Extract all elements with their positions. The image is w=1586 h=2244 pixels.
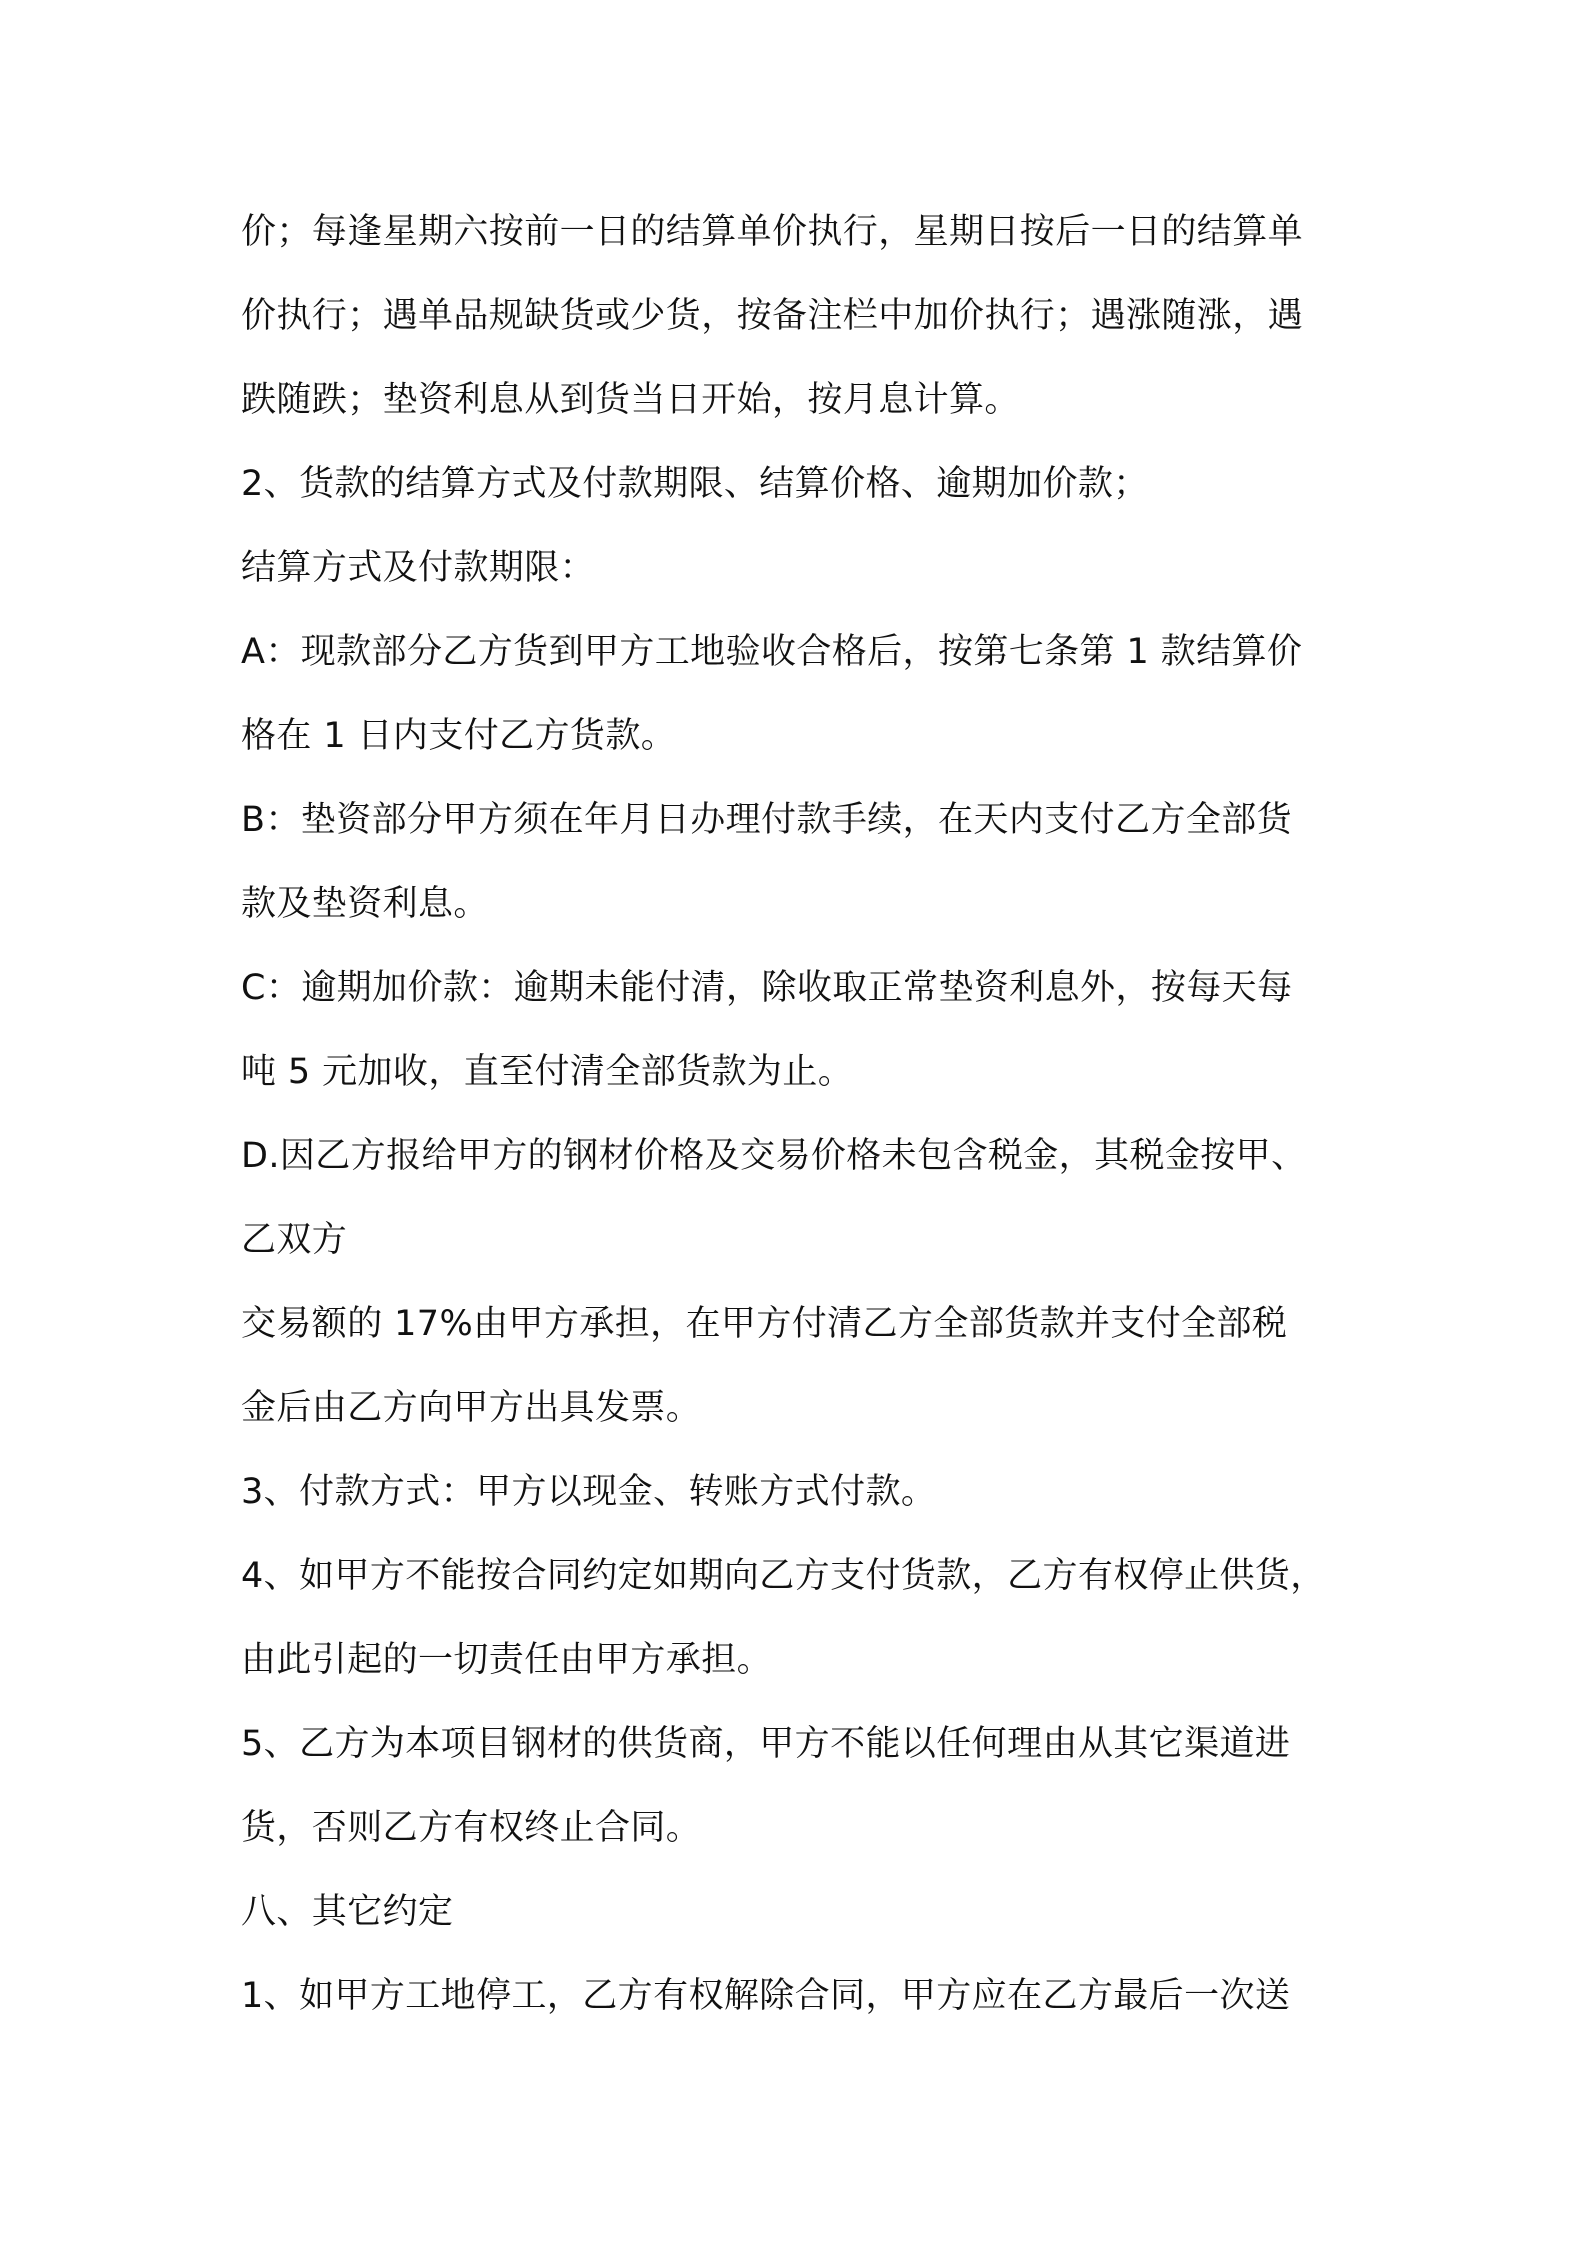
clause-d-line: 交易额的 17%由甲方承担，在甲方付清乙方全部货款并支付全部税 <box>241 1304 1288 1344</box>
section-late-payment: 4、如甲方不能按合同约定如期向乙方支付货款，乙方有权停止供货， <box>241 1556 1326 1596</box>
section-payment-method: 3、付款方式：甲方以现金、转账方式付款。 <box>241 1472 937 1512</box>
clause-d-line: 乙双方 <box>241 1220 348 1260</box>
clause-a-line: A：现款部分乙方货到甲方工地验收合格后，按第七条第 1 款结算价 <box>241 632 1303 672</box>
clause-b-line: 款及垫资利息。 <box>241 884 489 924</box>
section-late-payment: 由此引起的一切责任由甲方承担。 <box>241 1640 773 1680</box>
section-heading-payment-settlement: 2、货款的结算方式及付款期限、结算价格、逾期加价款； <box>241 464 1149 504</box>
clause-c-line: C：逾期加价款：逾期未能付清，除收取正常垫资利息外，按每天每 <box>241 968 1293 1008</box>
clause-d-line: D.因乙方报给甲方的钢材价格及交易价格未包含税金，其税金按甲、 <box>241 1136 1307 1176</box>
contract-text-body <box>241 196 1371 2044</box>
section-exclusive-supplier: 5、乙方为本项目钢材的供货商，甲方不能以任何理由从其它渠道进 <box>241 1724 1291 1764</box>
text-line: 价执行；遇单品规缺货或少货，按备注栏中加价执行；遇涨随涨，遇 <box>241 296 1304 336</box>
clause-c-line: 吨 5 元加收，直至付清全部货款为止。 <box>241 1052 854 1092</box>
text-line: 价；每逢星期六按前一日的结算单价执行，星期日按后一日的结算单 <box>241 212 1304 252</box>
section-exclusive-supplier: 货，否则乙方有权终止合同。 <box>241 1808 702 1848</box>
chapter-heading-other-terms: 八、其它约定 <box>241 1892 454 1932</box>
text-line: 跌随跌；垫资利息从到货当日开始，按月息计算。 <box>241 380 1020 420</box>
clause-b-line: B：垫资部分甲方须在年月日办理付款手续，在天内支付乙方全部货 <box>241 800 1293 840</box>
clause-d-line: 金后由乙方向甲方出具发票。 <box>241 1388 702 1428</box>
clause-a-line: 格在 1 日内支付乙方货款。 <box>241 716 677 756</box>
other-terms-clause-1: 1、如甲方工地停工，乙方有权解除合同，甲方应在乙方最后一次送 <box>241 1976 1291 2016</box>
subheading-settlement-method: 结算方式及付款期限： <box>241 548 596 588</box>
